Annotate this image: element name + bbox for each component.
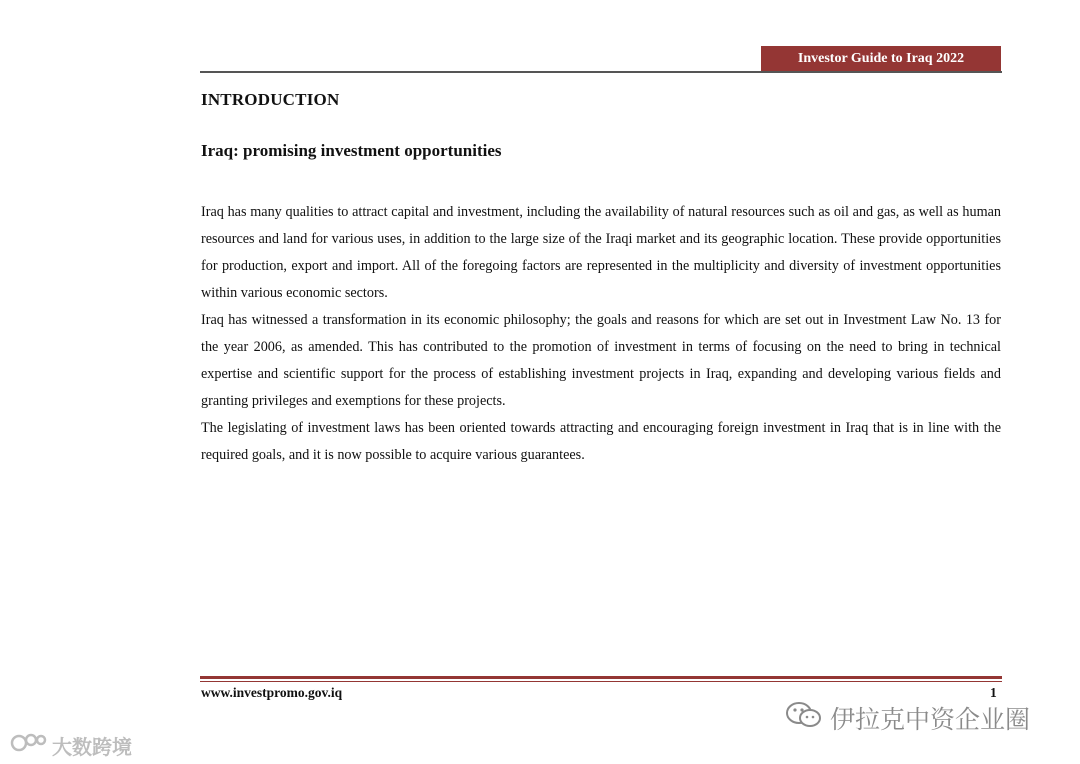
watermark-right-text: 伊拉克中资企业圈 (830, 705, 1031, 734)
logo-icon (10, 731, 48, 760)
footer-rule-thin (200, 681, 1002, 682)
section-heading: INTRODUCTION (201, 90, 340, 109)
paragraph-3: The legislating of investment laws has been oriented towards attracting and encouraging foreign investment in Iraq that is in line with the required goals, and it is now possible to acquire various guarantees. (201, 420, 1001, 463)
paragraph-1: Iraq has many qualities to attract capital and investment, including the availability of natural resources such as oil and gas, as well as human resources and land for various uses, in addition to the large size of the Iraqi market and its geographic location. These provide opportunities for production, export and import. All of the foregoing factors are represented in the multiplicity and diversity of investment opportunities within various economic sectors. (201, 204, 1001, 301)
watermark-left-text: 大数跨境 (52, 735, 132, 759)
sub-heading: Iraq: promising investment opportunities (201, 141, 502, 160)
header-rule (200, 71, 1002, 73)
footer-url: www.investpromo.gov.iq (201, 685, 343, 700)
page-number: 1 (990, 685, 997, 700)
footer-rule-thick (200, 676, 1002, 679)
wechat-icon (784, 700, 824, 736)
watermark-left (10, 731, 132, 760)
paragraph-2: Iraq has witnessed a transformation in its economic philosophy; the goals and reasons for which are set out in Investment Law No. 13 for the year 2006, as amended. This has contributed to the promotion of investment in terms of focusing on the need to bring in technical expertise and scientific support for the process of establishing investment projects in Iraq, expanding and developing various fields and granting privileges and exemptions for these projects. (201, 312, 1001, 409)
watermark-right (784, 700, 1030, 736)
body-text (201, 199, 1001, 469)
header-title-badge: Investor Guide to Iraq 2022 (761, 46, 1001, 72)
